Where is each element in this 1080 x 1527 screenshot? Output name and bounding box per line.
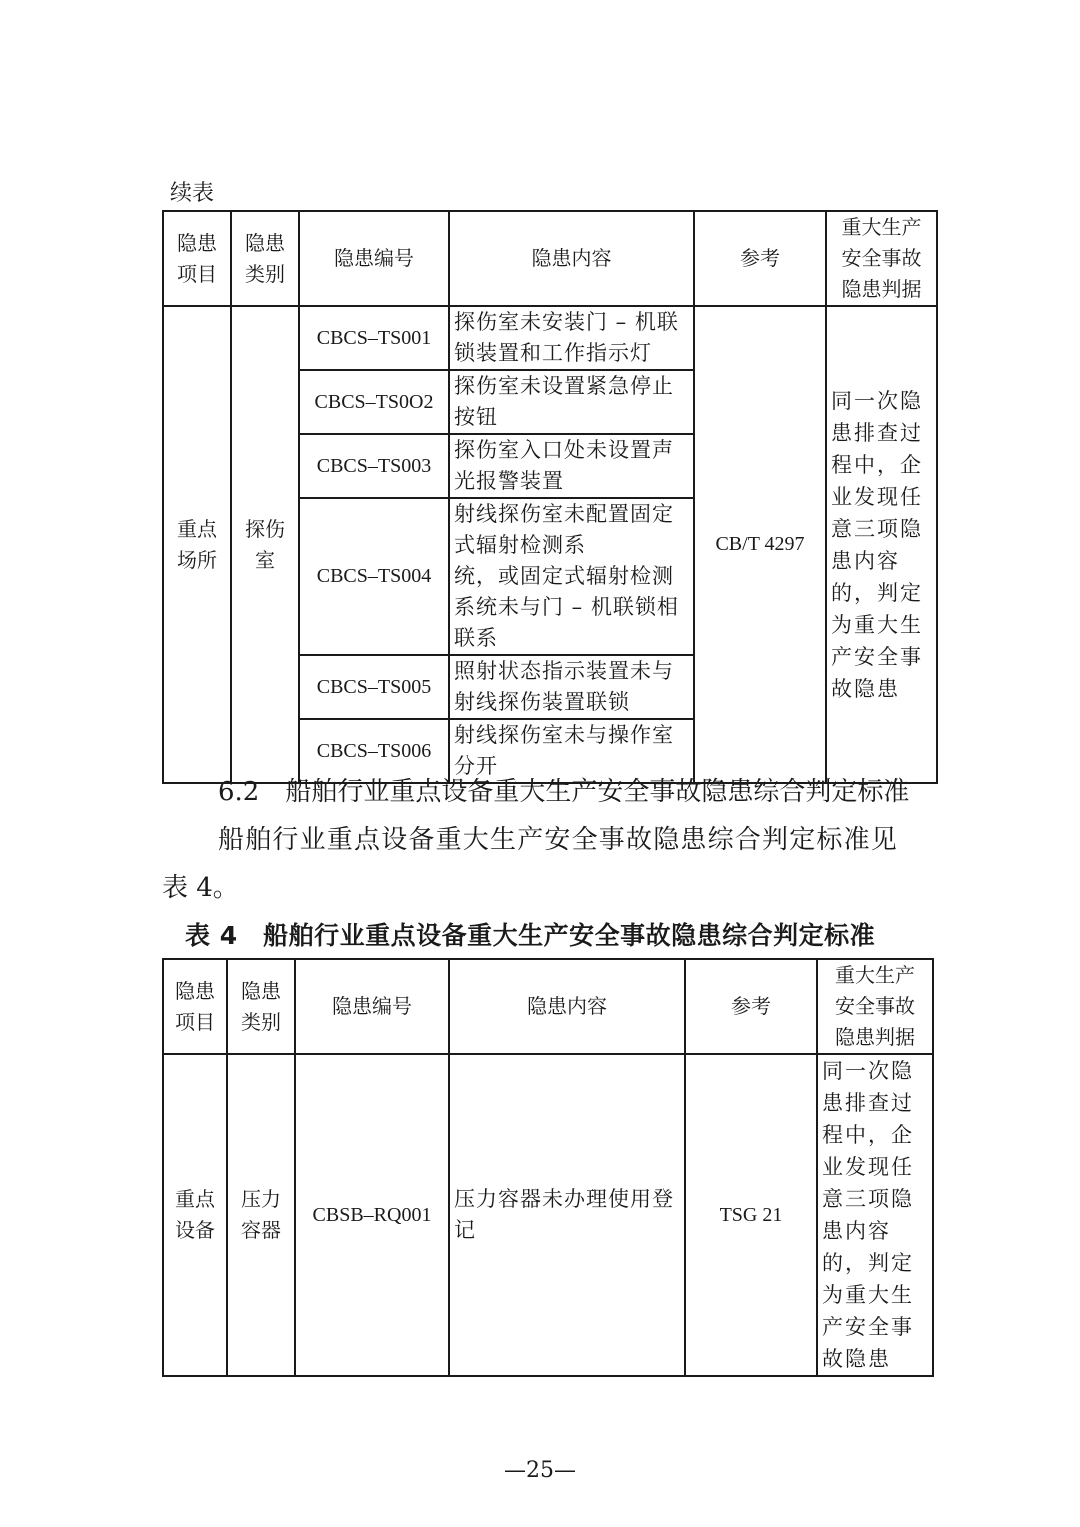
hazard-code: CBCS–TS005 xyxy=(299,655,449,719)
header-category: 隐患 类别 xyxy=(231,211,299,306)
hazard-table-continued xyxy=(162,210,938,784)
hazard-content: 探伤室入口处未设置声光报警装置 xyxy=(449,434,694,498)
header-judgement: 重大生产 安全事故 隐患判据 xyxy=(817,959,933,1054)
hazard-content: 射线探伤室未配置固定式辐射检测系 统，或固定式辐射检测系统未与门 – 机联锁相联系 xyxy=(449,498,694,655)
header-judgement: 重大生产 安全事故 隐患判据 xyxy=(826,211,937,306)
hazard-content: 射线探伤室未与操作室分开 xyxy=(449,719,694,783)
judgement-cell: 同一次隐患排查过程中，企业发现任意三项隐患内容的，判定为重大生产安全事故隐患 xyxy=(826,306,937,783)
hazard-table-4 xyxy=(162,958,934,1377)
header-project: 隐患 项目 xyxy=(163,211,231,306)
table-caption: 表 4 船舶行业重点设备重大生产安全事故隐患综合判定标准 xyxy=(185,921,876,950)
header-content: 隐患内容 xyxy=(449,959,685,1054)
hazard-code: CBCS–TS006 xyxy=(299,719,449,783)
header-content: 隐患内容 xyxy=(449,211,694,306)
hazard-code: CBCS–TS0O2 xyxy=(299,370,449,434)
hazard-code: CBCS–TS001 xyxy=(299,306,449,370)
reference-cell: CB/T 4297 xyxy=(694,306,826,783)
header-category: 隐患 类别 xyxy=(227,959,295,1054)
body-paragraph-line1: 船舶行业重点设备重大生产安全事故隐患综合判定标准见 xyxy=(218,825,899,855)
reference-cell: TSG 21 xyxy=(685,1054,817,1376)
header-reference: 参考 xyxy=(685,959,817,1054)
hazard-code: CBCS–TS004 xyxy=(299,498,449,655)
hazard-content: 探伤室未安装门 – 机联锁装置和工作指示灯 xyxy=(449,306,694,370)
hazard-code: CBCS–TS003 xyxy=(299,434,449,498)
project-cell: 重点 场所 xyxy=(163,306,231,783)
section-heading: 6.2 船舶行业重点设备重大生产安全事故隐患综合判定标准 xyxy=(218,777,910,807)
page-number: —25— xyxy=(504,1458,576,1483)
body-paragraph-line2: 表 4。 xyxy=(162,873,239,903)
header-reference: 参考 xyxy=(694,211,826,306)
project-cell: 重点 设备 xyxy=(163,1054,227,1376)
category-cell: 探伤 室 xyxy=(231,306,299,783)
header-code: 隐患编号 xyxy=(295,959,449,1054)
hazard-content: 照射状态指示装置未与射线探伤装置联锁 xyxy=(449,655,694,719)
hazard-content: 探伤室未设置紧急停止按钮 xyxy=(449,370,694,434)
header-project: 隐患 项目 xyxy=(163,959,227,1054)
hazard-code: CBSB–RQ001 xyxy=(295,1054,449,1376)
header-code: 隐患编号 xyxy=(299,211,449,306)
category-cell: 压力 容器 xyxy=(227,1054,295,1376)
hazard-content: 压力容器未办理使用登记 xyxy=(449,1054,685,1376)
judgement-cell: 同一次隐患排查过程中，企业发现任意三项隐患内容的，判定为重大生产安全事故隐患 xyxy=(817,1054,933,1376)
continued-label: 续表 xyxy=(170,181,215,206)
